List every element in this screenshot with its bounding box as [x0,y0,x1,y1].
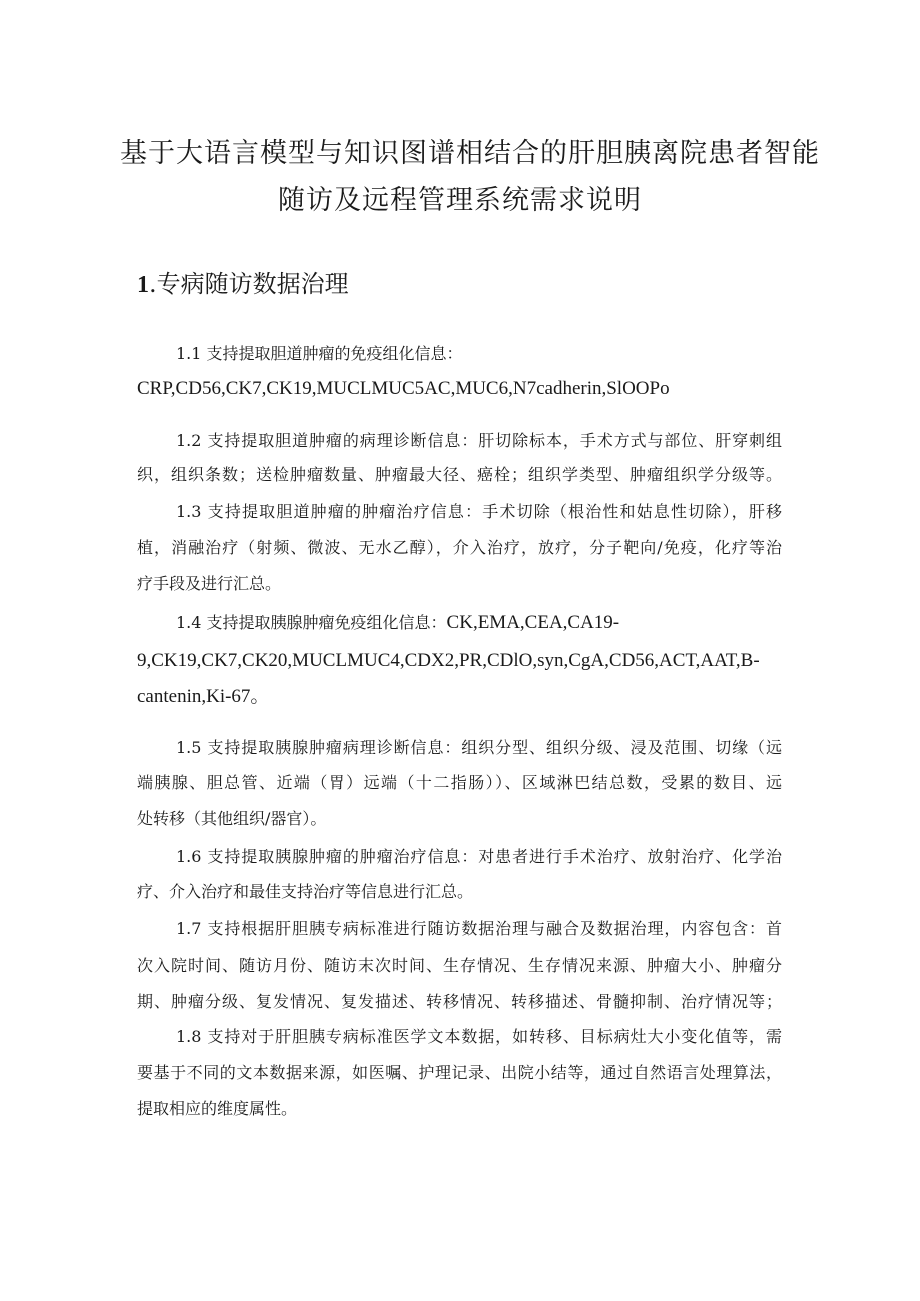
paragraph-1-4-line-1-text: 1.4 支持提取胰腺肿瘤免疫组化信息： [176,613,447,632]
paragraph-1-6-line-2: 疗、介入治疗和最佳支持治疗等信息进行汇总。 [137,882,474,901]
paragraph-1-7-line-3: 期、肿瘤分级、复发情况、复发描述、转移情况、转移描述、骨髓抑制、治疗情况等； [137,992,782,1011]
section-heading [137,268,349,301]
paragraph-1-5-line-2: 端胰腺、胆总管、近端（胃）远端（十二指肠））、区域淋巴结总数，受累的数目、远 [137,773,782,792]
paragraph-1-2-line-1: 1.2 支持提取胆道肿瘤的病理诊断信息：肝切除标本，手术方式与部位、肝穿刺组 [176,431,782,450]
paragraph-1-3-line-3: 疗手段及进行汇总。 [137,574,282,593]
document-title-line-2: 随访及远程管理系统需求说明 [278,185,642,216]
paragraph-1-7-line-2: 次入院时间、随访月份、随访末次时间、生存情况、生存情况来源、肿瘤大小、肿瘤分 [137,956,782,975]
paragraph-1-2-line-2: 织，组织条数；送检肿瘤数量、肿瘤最大径、癌栓；组织学类型、肿瘤组织学分级等。 [137,465,782,484]
paragraph-1-6-line-1: 1.6 支持提取胰腺肿瘤的肿瘤治疗信息：对患者进行手术治疗、放射治疗、化学治 [176,847,782,866]
paragraph-1-1-line-2: CRP,CD56,CK7,CK19,MUCLMUC5AC,MUC6,N7cadherin,SlOOPo [137,378,670,399]
paragraph-1-8-line-3: 提取相应的维度属性。 [137,1099,298,1118]
paragraph-1-1-line-1: 1.1 支持提取胆道肿瘤的免疫组化信息： [176,344,463,363]
paragraph-1-3-line-1: 1.3 支持提取胆道肿瘤的肿瘤治疗信息：手术切除（根治性和姑息性切除），肝移 [176,502,782,521]
paragraph-1-4-line-3: cantenin,Ki-67。 [137,686,270,707]
paragraph-1-3-line-2: 植，消融治疗（射频、微波、无水乙醇），介入治疗，放疗，分子靶向/免疫，化疗等治 [137,538,782,557]
paragraph-1-5-line-1: 1.5 支持提取胰腺肿瘤病理诊断信息：组织分型、组织分级、浸及范围、切缘（远 [176,738,782,757]
section-title: .专病随访数据治理 [149,270,349,298]
paragraph-1-8-line-1: 1.8 支持对于肝胆胰专病标准医学文本数据，如转移、目标病灶大小变化值等，需 [176,1027,782,1046]
paragraph-1-7-line-1: 1.7 支持根据肝胆胰专病标准进行随访数据治理与融合及数据治理，内容包含：首 [176,919,782,938]
paragraph-1-4-line-1-latin: CK,EMA,CEA,CA19- [446,612,620,633]
section-number: 1 [137,272,149,298]
document-title-line-1: 基于大语言模型与知识图谱相结合的肝胆胰离院患者智能 [120,138,820,169]
paragraph-1-4-line-2: 9,CK19,CK7,CK20,MUCLMUC4,CDX2,PR,CDlO,syn,CgA,CD56,ACT,AAT,B- [137,650,760,671]
paragraph-1-5-line-3: 处转移（其他组织/器官）。 [137,809,327,828]
paragraph-1-8-line-2: 要基于不同的文本数据来源，如医嘱、护理记录、出院小结等，通过自然语言处理算法， [137,1063,782,1082]
paragraph-1-4-line-1 [176,612,619,634]
